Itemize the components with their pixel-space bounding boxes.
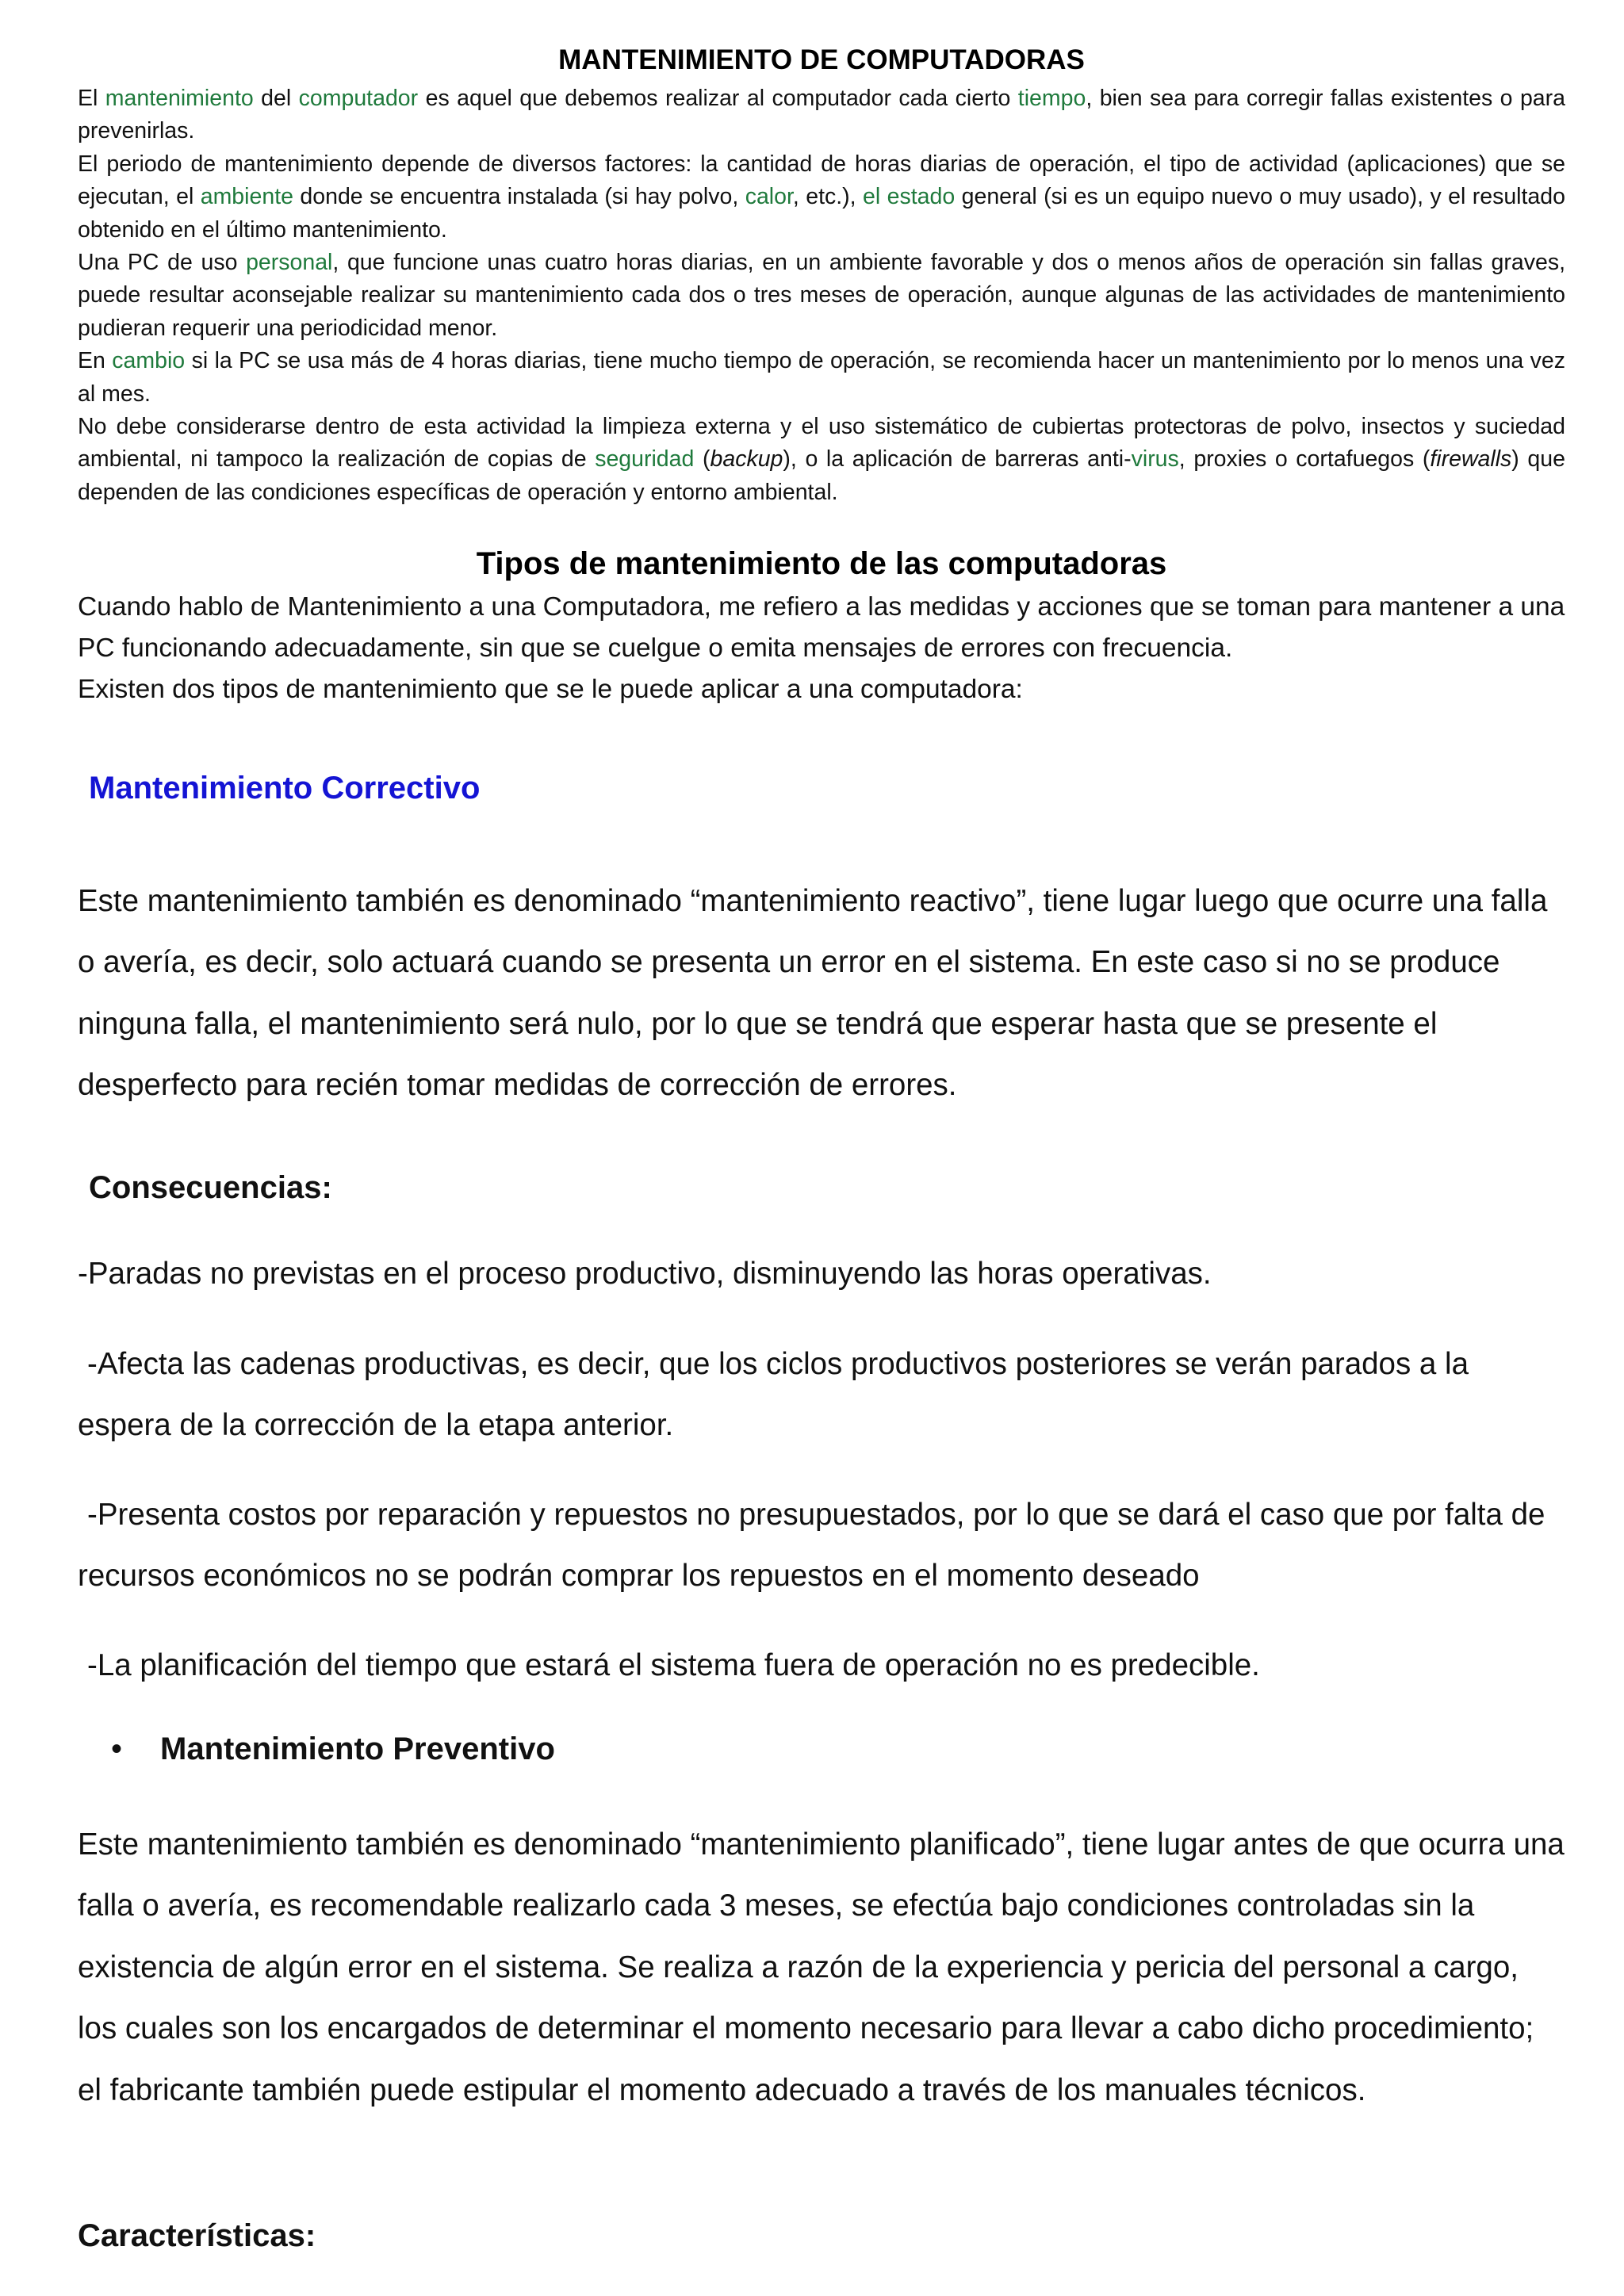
highlighted-term: seguridad bbox=[595, 446, 695, 473]
corrective-text bbox=[78, 871, 1565, 1116]
types-paragraph-1: Cuando hablo de Mantenimiento a una Computadora, me refiero a las medidas y acciones que se toman para mantener a una PC funcionando adecuadamente, sin que se cuelgue o emita mensajes de errores con frecuencia. bbox=[78, 592, 1565, 663]
consequence-4 bbox=[78, 1635, 1565, 1696]
consequence-4-text: -La planificación del tiempo que estará el sistema fuera de operación no es predecible. bbox=[87, 1648, 1260, 1682]
text-run: si la PC se usa más de 4 horas diarias, tiene mucho tiempo de operación, se recomienda hacer un mantenimiento por lo menos una vez al mes. bbox=[78, 348, 1565, 407]
highlighted-term: tiempo bbox=[1017, 86, 1086, 111]
corrective-paragraph: Este mantenimiento también es denominado “mantenimiento reactivo”, tiene lugar luego que ocurre una falla o avería, es decir, solo actuará cuando se presenta un error en el sistema. En este caso si no se produce ninguna falla, el mantenimiento será nulo, por lo que se tendrá que esperar hasta que se presente el desperfecto para recién tomar medidas de corrección de errores. bbox=[78, 884, 1548, 1103]
highlighted-term: el estado bbox=[863, 184, 956, 210]
consequence-3-text: -Presenta costos por reparación y repuestos no presupuestados, por lo que se dará el caso que por falta de recursos económicos no se podrán comprar los repuestos en el momento deseado bbox=[78, 1498, 1545, 1594]
highlighted-term: computador bbox=[298, 86, 419, 111]
intro-paragraph-4 bbox=[78, 345, 1565, 411]
consequence-1-text: -Paradas no previstas en el proceso productivo, disminuyendo las horas operativas. bbox=[78, 1257, 1212, 1291]
italic-term: backup bbox=[710, 446, 783, 473]
text-run: Una PC de uso bbox=[78, 250, 247, 276]
types-section bbox=[78, 541, 1565, 710]
text-run: El bbox=[78, 86, 105, 111]
consequence-2-text: -Afecta las cadenas productivas, es decir, que los ciclos productivos posteriores se verán parados a la espera de la corrección de la etapa anterior. bbox=[78, 1347, 1469, 1443]
highlighted-term: cambio bbox=[112, 348, 186, 374]
preventive-heading: Mantenimiento Preventivo bbox=[160, 1732, 555, 1766]
characteristics-heading: Características: bbox=[78, 2218, 316, 2253]
highlighted-term: ambiente bbox=[200, 184, 293, 210]
text-run: es aquel que debemos realizar al computador cada cierto bbox=[418, 86, 1018, 111]
text-run: El periodo de mantenimiento depende de diversos factores: la cantidad de horas diarias de operación, el tipo de actividad (aplicaciones) que se ejecutan, el bbox=[78, 151, 1565, 210]
highlighted-term: personal bbox=[246, 250, 333, 276]
text-run: donde se encuentra instalada (si hay polvo, bbox=[293, 184, 745, 210]
italic-term: firewalls bbox=[1430, 446, 1512, 473]
text-run: , etc.), bbox=[792, 184, 864, 210]
text-run: No debe considerarse dentro de esta actividad la limpieza externa y el uso sistemático de cubiertas protectoras de polvo, insectos y suciedad ambiental, ni tampoco la realización de copias de bbox=[78, 414, 1565, 473]
intro-section bbox=[78, 40, 1565, 509]
intro-paragraph-3 bbox=[78, 247, 1565, 345]
text-run: ) que dependen de las condiciones específicas de operación y entorno ambiental. bbox=[78, 446, 1565, 505]
highlighted-term: calor bbox=[745, 184, 793, 210]
preventive-text bbox=[78, 1814, 1565, 2121]
text-run: ( bbox=[694, 446, 710, 473]
corrective-heading: Mantenimiento Correctivo bbox=[89, 771, 481, 806]
intro-paragraph-5 bbox=[78, 411, 1565, 509]
text-run: , proxies o cortafuegos ( bbox=[1178, 446, 1431, 473]
document-title: MANTENIMIENTO DE COMPUTADORAS bbox=[558, 44, 1085, 75]
types-paragraph-2: Existen dos tipos de mantenimiento que se le puede aplicar a una computadora: bbox=[78, 675, 1023, 704]
highlighted-term: virus bbox=[1131, 446, 1179, 473]
consequences-heading: Consecuencias: bbox=[89, 1170, 332, 1205]
consequence-3 bbox=[78, 1484, 1565, 1607]
highlighted-term: mantenimiento bbox=[105, 86, 254, 111]
text-run: , bien sea para corregir fallas existentes o para prevenirlas. bbox=[78, 86, 1565, 144]
text-run: En bbox=[78, 348, 113, 374]
intro-paragraph-2 bbox=[78, 148, 1565, 247]
text-run: , que funcione unas cuatro horas diarias, en un ambiente favorable y dos o menos años de operación sin fallas graves, puede resultar aconsejable realizar su mantenimiento cada dos o tres meses de operación, aunque algunas de las actividades de mantenimiento pudieran requerir una periodicidad menor. bbox=[78, 250, 1566, 341]
text-run: general (si es un equipo nuevo o muy usado), y el resultado obtenido en el último mantenimiento. bbox=[78, 184, 1565, 243]
consequence-2 bbox=[78, 1334, 1565, 1456]
preventive-paragraph: Este mantenimiento también es denominado “mantenimiento planificado”, tiene lugar antes de que ocurra una falla o avería, es recomendable realizarlo cada 3 meses, se efectúa bajo condiciones controladas sin la existencia de algún error en el sistema. Se realiza a razón de la experiencia y pericia del personal a cargo, los cuales son los encargados de determinar el momento necesario para llevar a cabo dicho procedimiento; el fabricante también puede estipular el momento adecuado a través de los manuales técnicos. bbox=[78, 1827, 1565, 2107]
consequence-1 bbox=[78, 1243, 1565, 1304]
types-title: Tipos de mantenimiento de las computadoras bbox=[476, 546, 1167, 581]
intro-paragraph-1 bbox=[78, 82, 1565, 148]
bullet-point: • bbox=[111, 1732, 123, 1766]
text-run: del bbox=[253, 86, 299, 111]
text-run: ), o la aplicación de barreras anti- bbox=[783, 446, 1132, 473]
